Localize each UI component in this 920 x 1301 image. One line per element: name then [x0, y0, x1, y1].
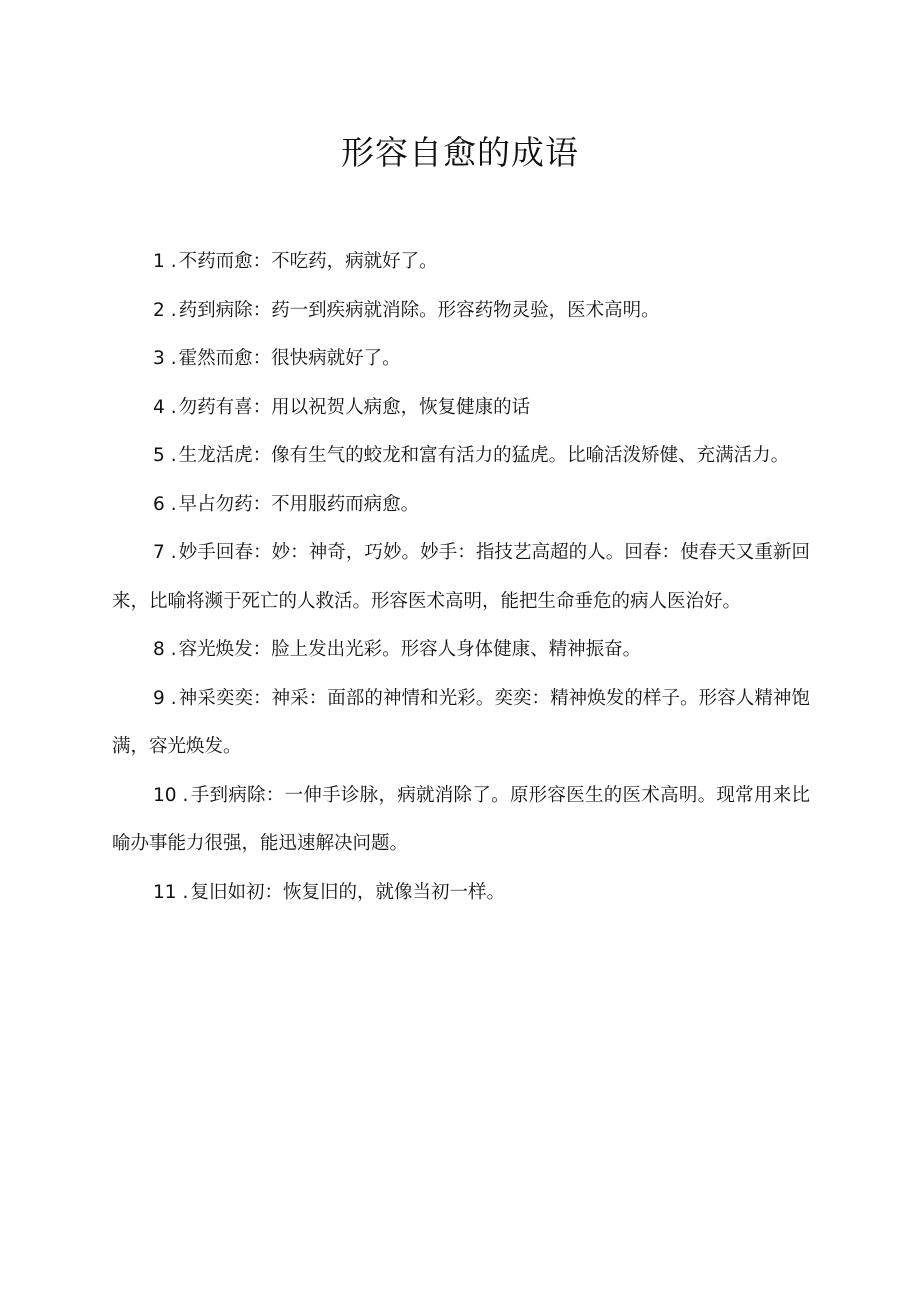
item-number: 10 [153, 784, 177, 806]
idiom-list [112, 238, 810, 917]
item-text: 手到病除：一伸手诊脉，病就消除了。原形容医生的医术高明。现常用来比喻办事能力很强，能迅速解决问题。 [112, 784, 810, 854]
list-item: 11 . 复旧如初：恢复旧的，就像当初一样。 [112, 869, 810, 918]
item-number: 8 [153, 639, 165, 660]
item-number: 11 [153, 881, 177, 903]
item-text: 神采奕奕：神采：面部的神情和光彩。奕奕：精神焕发的样子。形容人精神饱满，容光焕发。 [112, 687, 810, 757]
document-title: 形容自愈的成语 [341, 133, 579, 172]
item-text: 妙手回春：妙：神奇，巧妙。妙手：指技艺高超的人。回春：使春天又重新回来，比喻将濒于死亡的人救活。形容医术高明，能把生命垂危的病人医治好。 [112, 542, 810, 612]
item-number: 2 [153, 299, 165, 321]
item-text: 勿药有喜：用以祝贺人病愈，恢复健康的话 [178, 396, 531, 418]
list-item: 6 . 早占勿药：不用服药而病愈。 [112, 481, 810, 530]
item-text: 不药而愈：不吃药，病就好了。 [178, 251, 438, 272]
item-number: 4 [153, 396, 165, 418]
item-number: 3 [153, 348, 165, 369]
list-item: 4 . 勿药有喜：用以祝贺人病愈，恢复健康的话 [112, 384, 810, 433]
list-item: 5 . 生龙活虎：像有生气的蛟龙和富有活力的猛虎。比喻活泼矫健、充满活力。 [112, 432, 810, 481]
list-item: 9 . 神采奕奕：神采：面部的神情和光彩。奕奕：精神焕发的样子。形容人精神饱满，容光焕发。 [112, 675, 810, 772]
list-item: 2 . 药到病除：药一到疾病就消除。形容药物灵验，医术高明。 [112, 287, 810, 336]
list-item: 7 . 妙手回春：妙：神奇，巧妙。妙手：指技艺高超的人。回春：使春天又重新回来，比喻将濒于死亡的人救活。形容医术高明，能把生命垂危的病人医治好。 [112, 529, 810, 626]
item-text: 霍然而愈：很快病就好了。 [178, 348, 401, 369]
item-text: 生龙活虎：像有生气的蛟龙和富有活力的猛虎。比喻活泼矫健、充满活力。 [178, 445, 790, 466]
item-number: 9 [153, 687, 165, 709]
item-text: 药到病除：药一到疾病就消除。形容药物灵验，医术高明。 [178, 299, 660, 321]
list-item: 1 . 不药而愈：不吃药，病就好了。 [112, 238, 810, 287]
item-number: 1 [153, 251, 165, 272]
list-item: 3 . 霍然而愈：很快病就好了。 [112, 335, 810, 384]
list-item: 10 . 手到病除：一伸手诊脉，病就消除了。原形容医生的医术高明。现常用来比喻办事能力很强，能迅速解决问题。 [112, 772, 810, 869]
list-item: 8 . 容光焕发：脸上发出光彩。形容人身体健康、精神振奋。 [112, 626, 810, 675]
item-text: 复旧如初：恢复旧的，就像当初一样。 [190, 881, 505, 903]
item-number: 5 [153, 445, 165, 466]
item-number: 6 [153, 493, 165, 515]
item-text: 早占勿药：不用服药而病愈。 [178, 493, 420, 515]
item-text: 容光焕发：脸上发出光彩。形容人身体健康、精神振奋。 [178, 639, 642, 660]
item-number: 7 [153, 542, 165, 563]
